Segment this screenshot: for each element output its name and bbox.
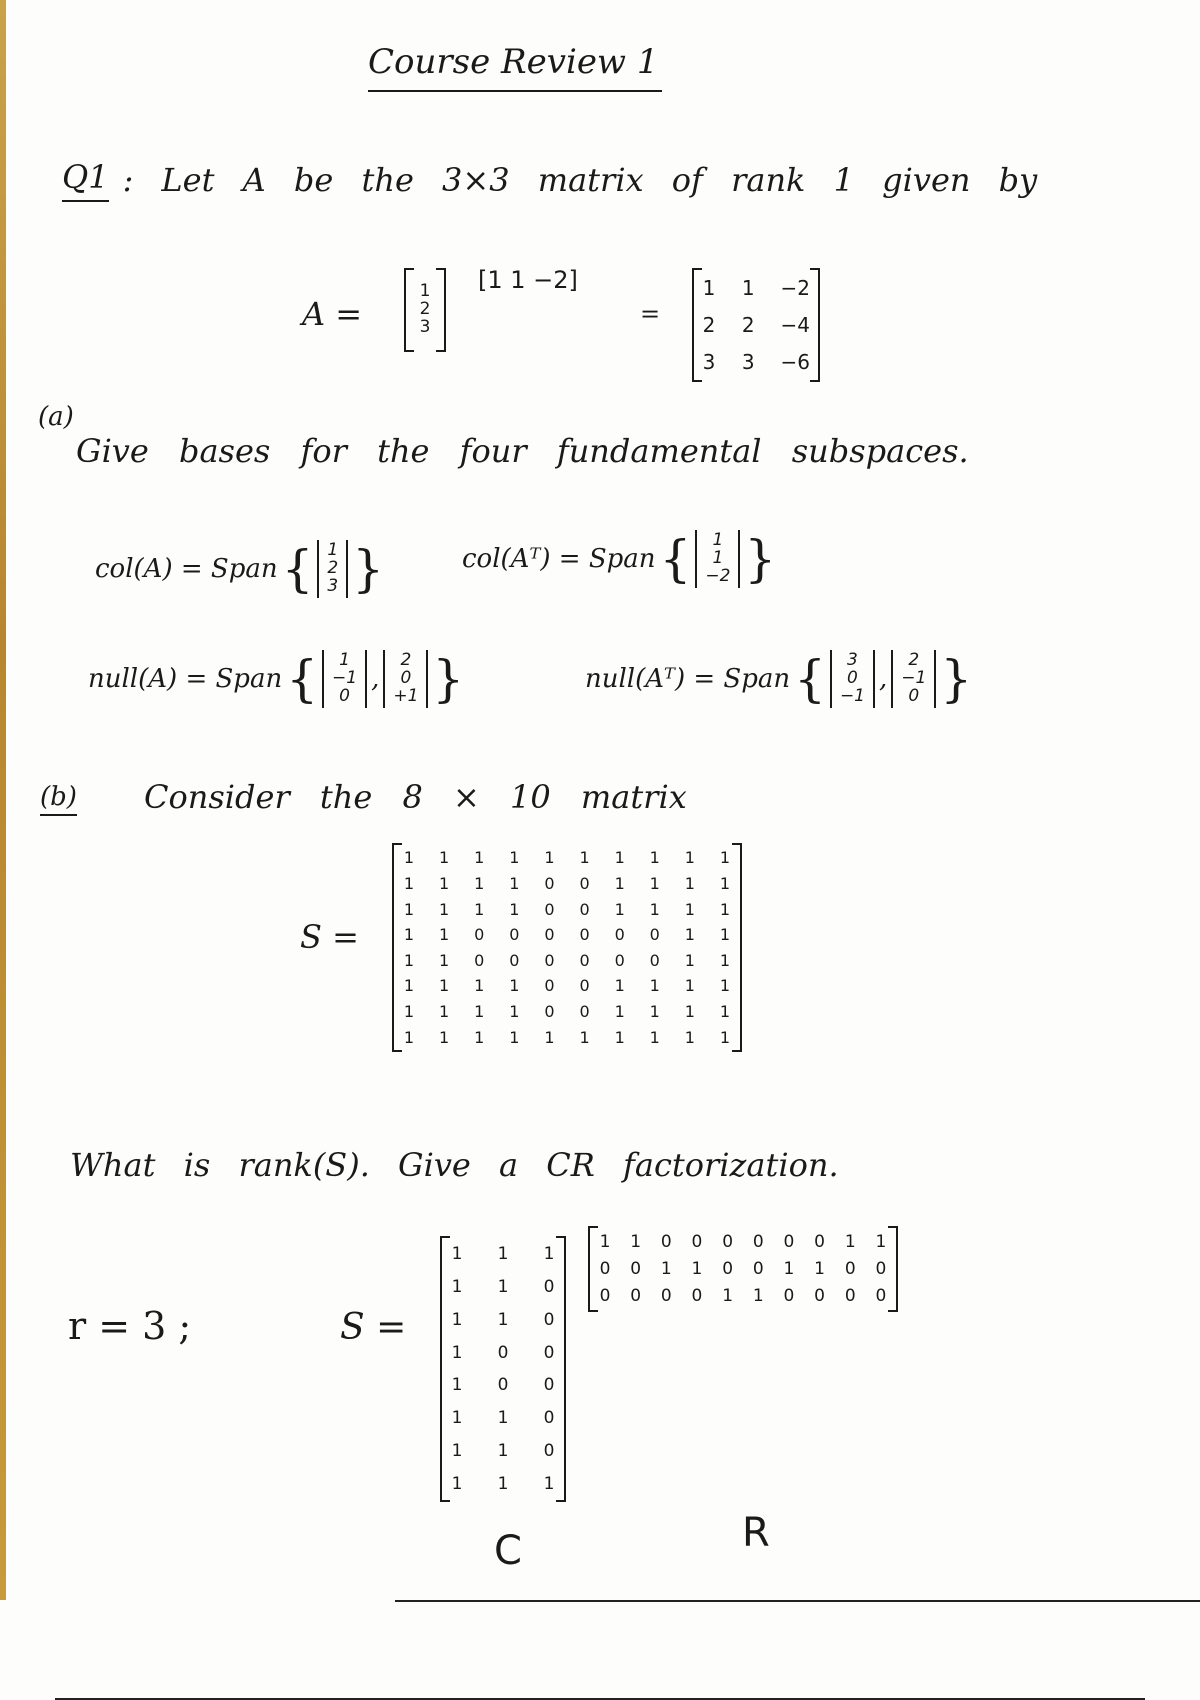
a-column-vector <box>404 270 446 350</box>
c-matrix-cell: 1 <box>451 1375 463 1396</box>
page-title: Course Review 1 <box>368 42 662 92</box>
s-matrix-cell: 1 <box>649 848 660 868</box>
a-matrix-cell: −2 <box>780 276 810 301</box>
s-matrix-cell: 1 <box>403 873 415 893</box>
s-matrix-cell: 1 <box>439 950 450 970</box>
s-matrix-row <box>402 848 732 867</box>
s-matrix-cell: 0 <box>544 1002 555 1022</box>
r-matrix-cell: 0 <box>844 1286 856 1307</box>
s-matrix-cell: 1 <box>544 848 555 868</box>
part-b-label: (b) <box>40 782 77 816</box>
s-matrix-cell: 1 <box>684 976 695 996</box>
s-matrix-cell: 1 <box>684 873 695 893</box>
a-matrix-cell: 2 <box>741 312 755 337</box>
s-matrix-cell: 0 <box>544 950 555 970</box>
s-matrix-cell: 1 <box>439 1027 450 1047</box>
null-at-vector <box>891 650 936 708</box>
a-matrix-cell: −6 <box>780 349 810 374</box>
c-matrix-cell: 0 <box>497 1375 509 1396</box>
null-a-entry: 0 <box>400 668 412 689</box>
null-at-entry: 3 <box>847 650 858 671</box>
s-matrix-row <box>402 951 732 970</box>
r-matrix-cell: 0 <box>630 1258 642 1279</box>
r-matrix-cell: 0 <box>660 1286 672 1307</box>
r-matrix-cell: 0 <box>783 1286 795 1307</box>
r-matrix-cell: 1 <box>752 1286 764 1307</box>
s-matrix-cell: 0 <box>509 950 520 970</box>
r-matrix-cell: 0 <box>599 1286 611 1307</box>
part-a-prompt: Give bases for the four fundamental subspaces. <box>76 432 969 470</box>
s-matrix-cell: 1 <box>719 1002 731 1022</box>
r-matrix-row <box>598 1259 888 1279</box>
null-a-entry: 0 <box>339 685 350 706</box>
a-col-entry: 2 <box>419 299 431 320</box>
null-a-vector <box>383 650 428 708</box>
col-at-entry: 1 <box>712 548 724 569</box>
a-matrix <box>692 270 820 380</box>
s-matrix-row <box>402 1002 732 1021</box>
a-matrix-cell: 2 <box>702 312 716 337</box>
r-matrix-cell: 1 <box>875 1231 887 1252</box>
col-a-label: col(A) = Span <box>95 554 278 584</box>
col-at-vector <box>695 530 740 588</box>
s-matrix-cell: 1 <box>614 1002 625 1022</box>
r-matrix-cell: 1 <box>599 1231 611 1252</box>
r-matrix-cell: 0 <box>630 1286 642 1307</box>
s-matrix-cell: 1 <box>614 899 625 919</box>
null-a-line: null(A) = Span { 1 −1 0 , 2 0 +1 } <box>88 650 465 708</box>
s-matrix-row <box>402 900 732 919</box>
s-matrix-cell: 0 <box>509 925 520 945</box>
r-matrix-cell: 0 <box>752 1258 764 1279</box>
s-matrix-cell: 1 <box>649 899 660 919</box>
s-matrix-cell: 1 <box>614 976 625 996</box>
s-matrix-cell: 0 <box>579 925 590 945</box>
r-matrix <box>588 1228 898 1310</box>
rank-answer: r = 3 ; <box>68 1304 192 1348</box>
s-matrix-cell: 1 <box>439 1002 450 1022</box>
col-a-entry: 3 <box>327 575 339 596</box>
null-at-entry: 0 <box>908 685 920 706</box>
null-a-entry: −1 <box>332 668 358 689</box>
c-matrix-cell: 0 <box>543 1342 555 1363</box>
null-a-entry: 2 <box>400 650 412 671</box>
col-at-entry: −2 <box>705 565 731 586</box>
c-matrix-cell: 1 <box>543 1244 555 1265</box>
null-at-entry: 2 <box>908 650 920 671</box>
c-matrix-cell: 0 <box>497 1342 509 1363</box>
s-matrix-cell: 1 <box>719 925 731 945</box>
c-matrix-cell: 1 <box>497 1277 509 1298</box>
vector-separator: , <box>879 664 888 694</box>
r-matrix-cell: 1 <box>783 1258 795 1279</box>
r-matrix-cell: 0 <box>875 1258 887 1279</box>
s-matrix-cell: 0 <box>579 873 590 893</box>
s-matrix-cell: 1 <box>509 899 520 919</box>
r-matrix-cell: 0 <box>660 1231 672 1252</box>
s-matrix-cell: 1 <box>614 873 625 893</box>
a-row-vector: [1 1 −2] <box>478 266 578 294</box>
null-at-entry: −1 <box>901 668 927 689</box>
c-matrix-cell: 1 <box>451 1408 463 1429</box>
s-matrix-row <box>402 874 732 893</box>
s-matrix <box>392 845 742 1050</box>
s-matrix-cell: 0 <box>649 950 660 970</box>
s-matrix-cell: 1 <box>649 873 660 893</box>
s-matrix-cell: 0 <box>579 899 590 919</box>
null-at-entry: −1 <box>839 685 865 706</box>
s-matrix-cell: 1 <box>474 1002 485 1022</box>
c-matrix-row <box>450 1244 556 1264</box>
r-matrix-cell: 1 <box>722 1286 734 1307</box>
vector-separator: , <box>371 664 380 694</box>
c-matrix-cell: 1 <box>497 1408 509 1429</box>
a-matrix-cell: 3 <box>741 349 755 374</box>
s-matrix-cell: 1 <box>579 848 590 868</box>
s-matrix-cell: 1 <box>684 899 695 919</box>
null-at-entry: 0 <box>847 668 858 689</box>
s-matrix-cell: 1 <box>684 848 695 868</box>
s-matrix-row <box>402 976 732 995</box>
col-at-label: col(Aᵀ) = Span <box>462 544 656 574</box>
c-matrix-cell: 0 <box>543 1440 555 1461</box>
s-matrix-cell: 0 <box>649 925 660 945</box>
s-matrix-cell: 1 <box>719 873 731 893</box>
r-matrix-cell: 0 <box>691 1286 703 1307</box>
part-a-label: (a) <box>38 402 74 432</box>
r-matrix-cell: 0 <box>783 1231 795 1252</box>
c-matrix-cell: 1 <box>451 1244 463 1265</box>
s-matrix-cell: 0 <box>544 925 555 945</box>
s-matrix-cell: 1 <box>719 1027 731 1047</box>
page-edge <box>0 0 6 1600</box>
r-matrix-row <box>598 1232 888 1252</box>
c-matrix <box>440 1238 566 1500</box>
a-matrix-row <box>702 350 810 374</box>
s-equals-2: S = <box>340 1307 407 1348</box>
r-matrix-cell: 0 <box>752 1231 764 1252</box>
s-matrix-cell: 0 <box>579 950 590 970</box>
a-matrix-cell: −4 <box>780 312 810 337</box>
s-matrix-cell: 0 <box>544 873 555 893</box>
a-equals: A = <box>302 295 363 333</box>
r-matrix-cell: 1 <box>691 1258 703 1279</box>
s-matrix-cell: 1 <box>719 950 731 970</box>
c-matrix-row <box>450 1474 556 1494</box>
col-at-line: col(Aᵀ) = Span { 1 1 −2 } <box>462 530 777 588</box>
r-matrix-cell: 0 <box>814 1286 825 1307</box>
s-matrix-cell: 1 <box>684 950 695 970</box>
a-col-entry: 1 <box>419 281 431 302</box>
r-matrix-row <box>598 1286 888 1306</box>
s-matrix-cell: 1 <box>544 1027 555 1047</box>
c-matrix-cell: 1 <box>497 1244 509 1265</box>
s-matrix-cell: 1 <box>649 1002 660 1022</box>
null-a-vectors <box>318 650 432 708</box>
r-matrix-cell: 1 <box>844 1231 856 1252</box>
s-matrix-cell: 1 <box>439 899 450 919</box>
page-rule-mid <box>395 1600 1200 1602</box>
s-matrix-cell: 1 <box>509 848 520 868</box>
col-a-entry: 2 <box>327 558 339 579</box>
col-at-entry: 1 <box>712 530 724 551</box>
a-matrix-cell: 1 <box>741 276 755 301</box>
col-a-vector <box>317 540 348 598</box>
s-matrix-cell: 1 <box>439 873 450 893</box>
q1-colon: : <box>122 161 134 199</box>
s-matrix-cell: 1 <box>719 899 731 919</box>
s-matrix-cell: 1 <box>439 848 450 868</box>
c-matrix-row <box>450 1310 556 1330</box>
q1-label: Q1 <box>62 158 109 202</box>
r-matrix-cell: 0 <box>599 1258 611 1279</box>
c-matrix-cell: 1 <box>451 1309 463 1330</box>
c-matrix-cell: 1 <box>497 1473 509 1494</box>
s-matrix-row <box>402 925 732 944</box>
a-matrix-cell: 1 <box>702 276 716 301</box>
c-matrix-row <box>450 1375 556 1395</box>
c-matrix-row <box>450 1441 556 1461</box>
null-a-entry: 1 <box>339 650 350 671</box>
s-matrix-cell: 0 <box>474 925 485 945</box>
s-matrix-cell: 1 <box>509 1002 520 1022</box>
c-matrix-cell: 0 <box>543 1375 555 1396</box>
col-a-line: col(A) = Span { 1 2 3 } <box>95 540 385 598</box>
a-matrix-cell: 3 <box>702 349 716 374</box>
c-matrix-cell: 1 <box>451 1473 463 1494</box>
c-matrix-cell: 1 <box>497 1309 509 1330</box>
part-b-prompt: Consider the 8 × 10 matrix <box>144 778 687 816</box>
s-matrix-cell: 0 <box>544 899 555 919</box>
r-matrix-cell: 1 <box>814 1258 825 1279</box>
s-matrix-cell: 1 <box>719 848 731 868</box>
s-matrix-cell: 0 <box>474 950 485 970</box>
s-matrix-cell: 1 <box>439 976 450 996</box>
a-matrix-row <box>702 313 810 337</box>
c-matrix-row <box>450 1408 556 1428</box>
s-matrix-cell: 0 <box>579 976 590 996</box>
c-label: C <box>494 1528 522 1574</box>
c-matrix-cell: 0 <box>543 1277 555 1298</box>
r-matrix-cell: 0 <box>722 1231 734 1252</box>
s-matrix-cell: 1 <box>684 1002 695 1022</box>
col-a-entry: 1 <box>327 540 339 561</box>
s-matrix-cell: 1 <box>684 925 695 945</box>
s-matrix-cell: 1 <box>403 1002 415 1022</box>
s-matrix-cell: 1 <box>509 976 520 996</box>
s-matrix-cell: 1 <box>474 848 485 868</box>
r-matrix-cell: 0 <box>814 1231 825 1252</box>
r-matrix-cell: 0 <box>875 1286 887 1307</box>
rank-question: What is rank(S). Give a CR factorization. <box>70 1146 839 1184</box>
null-at-vector <box>830 650 875 708</box>
c-matrix-row <box>450 1343 556 1363</box>
c-matrix-cell: 1 <box>497 1440 509 1461</box>
c-matrix-cell: 1 <box>451 1277 463 1298</box>
null-at-line: null(Aᵀ) = Span { 3 0 −1 , 2 −1 0 } <box>585 650 973 708</box>
s-matrix-cell: 1 <box>579 1027 590 1047</box>
q1-statement: Let A be the 3×3 matrix of rank 1 given by <box>161 161 1038 199</box>
s-matrix-cell: 1 <box>509 1027 520 1047</box>
c-matrix-cell: 0 <box>543 1309 555 1330</box>
null-a-label: null(A) = Span <box>88 664 283 694</box>
q1-statement-line <box>62 158 1037 202</box>
s-matrix-cell: 0 <box>544 976 555 996</box>
s-matrix-cell: 1 <box>439 925 450 945</box>
r-matrix-cell: 1 <box>630 1231 642 1252</box>
s-matrix-cell: 1 <box>474 873 485 893</box>
c-matrix-cell: 0 <box>543 1408 555 1429</box>
a-matrix-row <box>702 276 810 300</box>
s-matrix-cell: 1 <box>403 925 415 945</box>
r-matrix-cell: 0 <box>691 1231 703 1252</box>
c-matrix-row <box>450 1277 556 1297</box>
c-matrix-cell: 1 <box>543 1473 555 1494</box>
s-matrix-cell: 1 <box>403 899 415 919</box>
s-matrix-cell: 0 <box>614 925 625 945</box>
r-label: R <box>742 1510 770 1556</box>
null-a-vector <box>322 650 367 708</box>
r-matrix-cell: 1 <box>660 1258 672 1279</box>
s-matrix-cell: 1 <box>614 848 625 868</box>
s-matrix-cell: 1 <box>403 1027 415 1047</box>
s-matrix-cell: 1 <box>403 848 415 868</box>
c-matrix-cell: 1 <box>451 1440 463 1461</box>
s-matrix-cell: 1 <box>719 976 731 996</box>
s-matrix-cell: 1 <box>474 1027 485 1047</box>
s-matrix-cell: 0 <box>579 1002 590 1022</box>
s-matrix-cell: 1 <box>403 950 415 970</box>
s-matrix-cell: 1 <box>403 976 415 996</box>
s-equals: S = <box>300 918 359 956</box>
a-equals-2: = <box>640 300 661 328</box>
s-matrix-cell: 1 <box>614 1027 625 1047</box>
s-matrix-row <box>402 1028 732 1047</box>
s-matrix-cell: 1 <box>474 976 485 996</box>
null-a-entry: +1 <box>393 685 419 706</box>
c-matrix-cell: 1 <box>451 1342 463 1363</box>
s-matrix-cell: 1 <box>509 873 520 893</box>
s-matrix-cell: 0 <box>614 950 625 970</box>
r-matrix-cell: 0 <box>844 1258 856 1279</box>
r-matrix-cell: 0 <box>722 1258 734 1279</box>
null-at-vectors <box>826 650 940 708</box>
null-at-label: null(Aᵀ) = Span <box>585 664 791 694</box>
s-matrix-cell: 1 <box>649 976 660 996</box>
s-matrix-cell: 1 <box>684 1027 695 1047</box>
s-matrix-cell: 1 <box>474 899 485 919</box>
a-col-entry: 3 <box>419 316 431 337</box>
s-matrix-cell: 1 <box>649 1027 660 1047</box>
